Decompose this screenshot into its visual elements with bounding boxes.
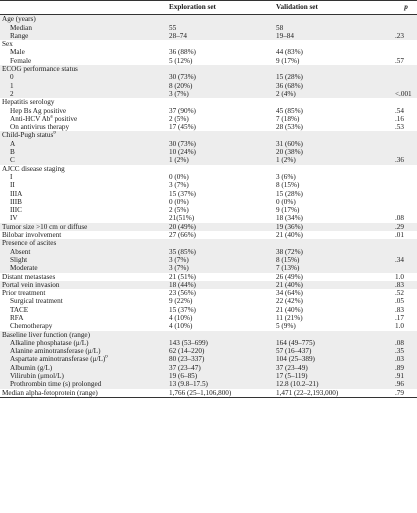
row-label xyxy=(0,314,167,322)
p-value xyxy=(393,24,417,32)
table-row xyxy=(0,214,417,222)
validation-value: 21 (40%) xyxy=(276,305,303,314)
row-label xyxy=(0,131,167,139)
row-label-suffix: positive xyxy=(52,114,78,123)
header-validation-set: Validation set xyxy=(274,1,393,15)
validation-value xyxy=(274,165,393,173)
validation-value: 9 (17%) xyxy=(276,206,300,215)
row-label xyxy=(0,123,167,131)
row-label-text: 2 xyxy=(10,89,14,98)
exploration-value: 37 (23–47) xyxy=(167,364,274,372)
table-row xyxy=(0,181,417,189)
row-label-text: Median alpha-fetoprotein (range) xyxy=(2,388,98,397)
exploration-value: 21 (51%) xyxy=(169,272,196,281)
p-value xyxy=(393,73,417,81)
validation-value xyxy=(274,15,393,24)
validation-value: 38 (72%) xyxy=(274,248,393,256)
row-label-text: IIIC xyxy=(10,206,22,215)
row-label xyxy=(0,256,167,264)
header-characteristic xyxy=(0,1,167,15)
exploration-value: 17 (45%) xyxy=(169,123,196,132)
footnote-marker: a xyxy=(50,114,53,120)
row-label xyxy=(0,115,167,123)
p-value xyxy=(393,82,417,90)
table-section-row xyxy=(0,389,417,398)
row-label xyxy=(0,140,167,148)
validation-value: 1 (2%) xyxy=(274,156,393,164)
row-label xyxy=(0,273,167,281)
p-value: 1.0 xyxy=(395,272,404,281)
p-value xyxy=(393,173,417,181)
validation-value xyxy=(274,98,393,106)
exploration-value: 1,766 (25–1,106,800) xyxy=(167,389,274,398)
validation-value: 15 (28%) xyxy=(276,189,303,198)
exploration-value: 3 (7%) xyxy=(167,264,274,272)
row-label xyxy=(0,181,167,189)
row-label-text: Slight xyxy=(10,255,28,264)
row-label-text: Albumin (g/L) xyxy=(10,363,53,372)
p-value xyxy=(393,65,417,73)
row-label xyxy=(0,57,167,65)
p-value: .91 xyxy=(393,372,417,380)
row-label xyxy=(0,148,167,156)
exploration-value: 8 (20%) xyxy=(167,82,274,90)
validation-value: 9 (17%) xyxy=(276,56,300,65)
table-row xyxy=(0,264,417,272)
table-row xyxy=(0,297,417,305)
table-row xyxy=(0,107,417,115)
table-header-row xyxy=(0,1,417,15)
p-value: .53 xyxy=(395,123,404,132)
exploration-value xyxy=(167,239,274,247)
row-label xyxy=(0,306,167,314)
row-label xyxy=(0,65,167,73)
p-value: .52 xyxy=(395,289,404,298)
p-value xyxy=(393,181,417,189)
exploration-value: 1 (2%) xyxy=(167,156,274,164)
table-row xyxy=(0,82,417,90)
validation-value: 12.8 (10.2–21) xyxy=(274,380,393,388)
row-label-text: Bilobar involvement xyxy=(2,231,62,240)
validation-value: 28 (53%) xyxy=(276,123,303,132)
validation-value: 37 (23–49) xyxy=(274,364,393,372)
row-label xyxy=(0,339,167,347)
validation-value: 19–84 xyxy=(274,32,393,40)
row-label-text: Tumor size >10 cm or diffuse xyxy=(2,222,88,231)
table-section-row xyxy=(0,98,417,106)
table-row xyxy=(0,256,417,264)
row-label xyxy=(0,389,167,398)
row-label-text: Absent xyxy=(10,247,31,256)
row-label-text: 1 xyxy=(10,81,14,90)
row-label xyxy=(0,90,167,98)
row-label-text: On antivirus therapy xyxy=(10,123,70,132)
exploration-value: 3 (7%) xyxy=(167,256,274,264)
row-label xyxy=(0,372,167,380)
p-value xyxy=(393,331,417,339)
p-value xyxy=(393,40,417,48)
row-label xyxy=(0,347,167,355)
row-label-text: Hepatitis serology xyxy=(2,98,55,107)
validation-value: 2 (4%) xyxy=(274,90,393,98)
row-label-text: IIIA xyxy=(10,189,23,198)
exploration-value: 10 (24%) xyxy=(167,148,274,156)
exploration-value: 13 (9.8–17.5) xyxy=(167,380,274,388)
table-row xyxy=(0,48,417,56)
table-section-row xyxy=(0,165,417,173)
p-value: .08 xyxy=(395,214,404,223)
p-value: .79 xyxy=(393,389,417,398)
row-label xyxy=(0,40,167,48)
table-section-row xyxy=(0,331,417,339)
validation-value: 57 (16–437) xyxy=(274,347,393,355)
row-label xyxy=(0,165,167,173)
row-label xyxy=(0,231,167,239)
validation-value xyxy=(274,65,393,73)
validation-value: 18 (34%) xyxy=(276,214,303,223)
row-label-text: Distant metastases xyxy=(2,272,56,281)
table-row xyxy=(0,57,417,65)
validation-value: 21 (40%) xyxy=(274,281,393,289)
row-label-text: Male xyxy=(10,48,25,57)
p-value: .36 xyxy=(393,156,417,164)
row-label-text: Prothrombin time (s) prolonged xyxy=(10,380,102,389)
row-label xyxy=(0,214,167,222)
p-value: .01 xyxy=(395,231,404,240)
row-label xyxy=(0,322,167,330)
validation-value: 7 (18%) xyxy=(276,114,300,123)
row-label xyxy=(0,248,167,256)
p-value: .57 xyxy=(395,56,404,65)
validation-value xyxy=(274,239,393,247)
validation-value: 19 (36%) xyxy=(274,223,393,231)
row-label-text: B xyxy=(10,148,15,157)
validation-value: 5 (9%) xyxy=(276,322,296,331)
table-row xyxy=(0,32,417,40)
row-label-text: TACE xyxy=(10,305,29,314)
row-label xyxy=(0,289,167,297)
table-row xyxy=(0,248,417,256)
row-label-text: Baseline liver function (range) xyxy=(2,330,91,339)
validation-value xyxy=(274,131,393,139)
exploration-value: 3 (7%) xyxy=(167,90,274,98)
validation-value xyxy=(274,40,393,48)
row-label-text: IIIB xyxy=(10,197,22,206)
exploration-value: 18 (44%) xyxy=(167,281,274,289)
row-label xyxy=(0,24,167,32)
p-value xyxy=(393,248,417,256)
table-row xyxy=(0,90,417,98)
exploration-value: 0 (0%) xyxy=(169,172,189,181)
row-label-text: I xyxy=(10,172,13,181)
exploration-value: 2 (5%) xyxy=(169,206,189,215)
p-value xyxy=(393,165,417,173)
row-label-text: Alanine aminotransferase (μ/L) xyxy=(10,347,101,356)
validation-value: 0 (0%) xyxy=(276,197,296,206)
validation-value: 8 (15%) xyxy=(274,256,393,264)
p-value: .05 xyxy=(395,297,404,306)
row-label-text: Child-Pugh status xyxy=(2,131,54,140)
table-section-row xyxy=(0,40,417,48)
exploration-value: 80 (23–337) xyxy=(167,355,274,363)
table-row xyxy=(0,322,417,330)
table-section-row xyxy=(0,15,417,24)
table-row xyxy=(0,206,417,214)
table-row xyxy=(0,140,417,148)
exploration-value: 30 (73%) xyxy=(167,73,274,81)
exploration-value: 9 (22%) xyxy=(169,297,193,306)
row-label xyxy=(0,156,167,164)
validation-value: 11 (21%) xyxy=(276,313,303,322)
row-label-text: Vilirubin (μmol/L) xyxy=(10,372,64,381)
table-section-row xyxy=(0,231,417,239)
row-label xyxy=(0,173,167,181)
exploration-value: 0 (0%) xyxy=(169,197,189,206)
exploration-value xyxy=(167,131,274,139)
row-label xyxy=(0,98,167,106)
table-row xyxy=(0,123,417,131)
exploration-value: 37 (90%) xyxy=(169,106,196,115)
row-label-text: Portal vein invasion xyxy=(2,280,60,289)
p-value: .96 xyxy=(393,380,417,388)
row-label xyxy=(0,364,167,372)
row-label-text: Anti-HCV Ab xyxy=(10,114,51,123)
row-label-text: Median xyxy=(10,23,32,32)
exploration-value: 62 (14–220) xyxy=(167,347,274,355)
exploration-value: 35 (85%) xyxy=(167,248,274,256)
row-label-text: Aspartate aminotransferase (μ/L) xyxy=(10,355,106,364)
footnote-marker: b xyxy=(53,131,56,137)
table-section-row xyxy=(0,239,417,247)
table-row xyxy=(0,173,417,181)
table-section-row xyxy=(0,65,417,73)
exploration-value xyxy=(167,98,274,106)
validation-value: 31 (60%) xyxy=(274,140,393,148)
exploration-value: 28–74 xyxy=(167,32,274,40)
validation-value: 7 (13%) xyxy=(274,264,393,272)
table-section-row xyxy=(0,289,417,297)
exploration-value: 4 (10%) xyxy=(169,322,193,331)
validation-value: 58 xyxy=(274,24,393,32)
row-label xyxy=(0,32,167,40)
table-row xyxy=(0,347,417,355)
row-label-text: Age (years) xyxy=(2,15,36,24)
p-value: <.001 xyxy=(393,90,417,98)
exploration-value: 30 (73%) xyxy=(167,140,274,148)
p-value: .83 xyxy=(393,281,417,289)
p-value: .89 xyxy=(393,364,417,372)
exploration-value: 143 (53–699) xyxy=(167,339,274,347)
row-label xyxy=(0,239,167,247)
exploration-value: 19 (6–85) xyxy=(167,372,274,380)
p-value: .08 xyxy=(393,339,417,347)
row-label xyxy=(0,190,167,198)
validation-value: 36 (68%) xyxy=(274,82,393,90)
row-label xyxy=(0,107,167,115)
table-row xyxy=(0,190,417,198)
row-label-text: IV xyxy=(10,214,18,223)
table-row xyxy=(0,355,417,363)
table-section-row xyxy=(0,281,417,289)
p-value: .16 xyxy=(395,114,404,123)
row-label-text: Range xyxy=(10,31,29,40)
row-label xyxy=(0,355,167,363)
p-value: .34 xyxy=(393,256,417,264)
table-row xyxy=(0,73,417,81)
exploration-value: 2 (5%) xyxy=(169,114,189,123)
row-label xyxy=(0,281,167,289)
row-label-text: Presence of ascites xyxy=(2,239,57,248)
validation-value: 3 (6%) xyxy=(276,172,296,181)
p-value xyxy=(393,198,417,206)
exploration-value: 15 (37%) xyxy=(169,189,196,198)
row-label-text: Sex xyxy=(2,40,13,49)
row-label-text: Female xyxy=(10,56,32,65)
exploration-value xyxy=(167,331,274,339)
row-label-text: 0 xyxy=(10,73,14,82)
p-value xyxy=(393,206,417,214)
p-value xyxy=(393,140,417,148)
table-row xyxy=(0,115,417,123)
p-value xyxy=(393,48,417,56)
row-label xyxy=(0,223,167,231)
table-body xyxy=(0,15,417,398)
row-label-text: Alkaline phosphatase (μ/L) xyxy=(10,338,89,347)
row-label xyxy=(0,48,167,56)
exploration-value: 27 (66%) xyxy=(169,231,196,240)
validation-value: 15 (28%) xyxy=(274,73,393,81)
p-value: .03 xyxy=(393,355,417,363)
exploration-value: 21(51%) xyxy=(169,214,195,223)
p-value: .54 xyxy=(395,106,404,115)
table-section-row xyxy=(0,223,417,231)
p-value: 1.0 xyxy=(395,322,404,331)
row-label-text: Surgical treatment xyxy=(10,297,63,306)
exploration-value xyxy=(167,65,274,73)
row-label-text: ECOG performance status xyxy=(2,65,78,74)
exploration-value: 5 (12%) xyxy=(169,56,193,65)
exploration-value: 23 (56%) xyxy=(169,289,196,298)
p-value xyxy=(393,148,417,156)
table-section-row xyxy=(0,273,417,281)
p-value: .35 xyxy=(393,347,417,355)
validation-value: 20 (38%) xyxy=(274,148,393,156)
table-row xyxy=(0,198,417,206)
exploration-value: 36 (88%) xyxy=(169,48,196,57)
row-label xyxy=(0,73,167,81)
exploration-value: 55 xyxy=(167,24,274,32)
validation-value: 34 (64%) xyxy=(276,289,303,298)
table-row xyxy=(0,380,417,388)
validation-value: 45 (85%) xyxy=(276,106,303,115)
validation-value: 104 (25–389) xyxy=(274,355,393,363)
row-label xyxy=(0,82,167,90)
table-row xyxy=(0,148,417,156)
p-value xyxy=(393,15,417,24)
row-label-text: RFA xyxy=(10,313,24,322)
validation-value: 21 (40%) xyxy=(276,231,303,240)
table-row xyxy=(0,306,417,314)
p-value: .23 xyxy=(393,32,417,40)
row-label-text: AJCC disease staging xyxy=(2,164,65,173)
row-label xyxy=(0,380,167,388)
exploration-value: 4 (10%) xyxy=(169,313,193,322)
header-p-value: p xyxy=(393,1,417,15)
p-value: .29 xyxy=(393,223,417,231)
table-row xyxy=(0,314,417,322)
table-row xyxy=(0,372,417,380)
row-label xyxy=(0,264,167,272)
table-row xyxy=(0,339,417,347)
header-exploration-set: Exploration set xyxy=(167,1,274,15)
row-label xyxy=(0,331,167,339)
p-value: .83 xyxy=(395,305,404,314)
table-row xyxy=(0,24,417,32)
exploration-value: 3 (7%) xyxy=(169,181,189,190)
validation-value: 26 (49%) xyxy=(276,272,303,281)
p-value xyxy=(393,98,417,106)
table-row xyxy=(0,364,417,372)
validation-value: 1,471 (22–2,193,000) xyxy=(274,389,393,398)
row-label-text: Chemotherapy xyxy=(10,322,53,331)
p-value xyxy=(393,239,417,247)
validation-value: 164 (49–775) xyxy=(274,339,393,347)
p-value xyxy=(393,190,417,198)
exploration-value xyxy=(167,15,274,24)
p-value: .17 xyxy=(395,313,404,322)
p-value xyxy=(393,264,417,272)
row-label-text: Hep Bs Ag positive xyxy=(10,106,67,115)
p-value xyxy=(393,131,417,139)
row-label-text: II xyxy=(10,181,15,190)
validation-value: 17 (5–119) xyxy=(274,372,393,380)
table-section-row xyxy=(0,131,417,139)
row-label xyxy=(0,206,167,214)
row-label xyxy=(0,297,167,305)
exploration-value: 20 (49%) xyxy=(167,223,274,231)
footnote-marker: b xyxy=(105,355,108,361)
exploration-value xyxy=(167,40,274,48)
validation-value xyxy=(274,331,393,339)
row-label-text: C xyxy=(10,156,15,165)
row-label xyxy=(0,198,167,206)
row-label-text: Prior treatment xyxy=(2,289,46,298)
row-label xyxy=(0,15,167,24)
table-row xyxy=(0,156,417,164)
exploration-value xyxy=(167,165,274,173)
validation-value: 22 (42%) xyxy=(276,297,303,306)
row-label-text: Moderate xyxy=(10,264,38,273)
validation-value: 44 (83%) xyxy=(276,48,303,57)
validation-value: 8 (15%) xyxy=(276,181,300,190)
row-label-text: A xyxy=(10,139,16,148)
exploration-value: 15 (37%) xyxy=(169,305,196,314)
